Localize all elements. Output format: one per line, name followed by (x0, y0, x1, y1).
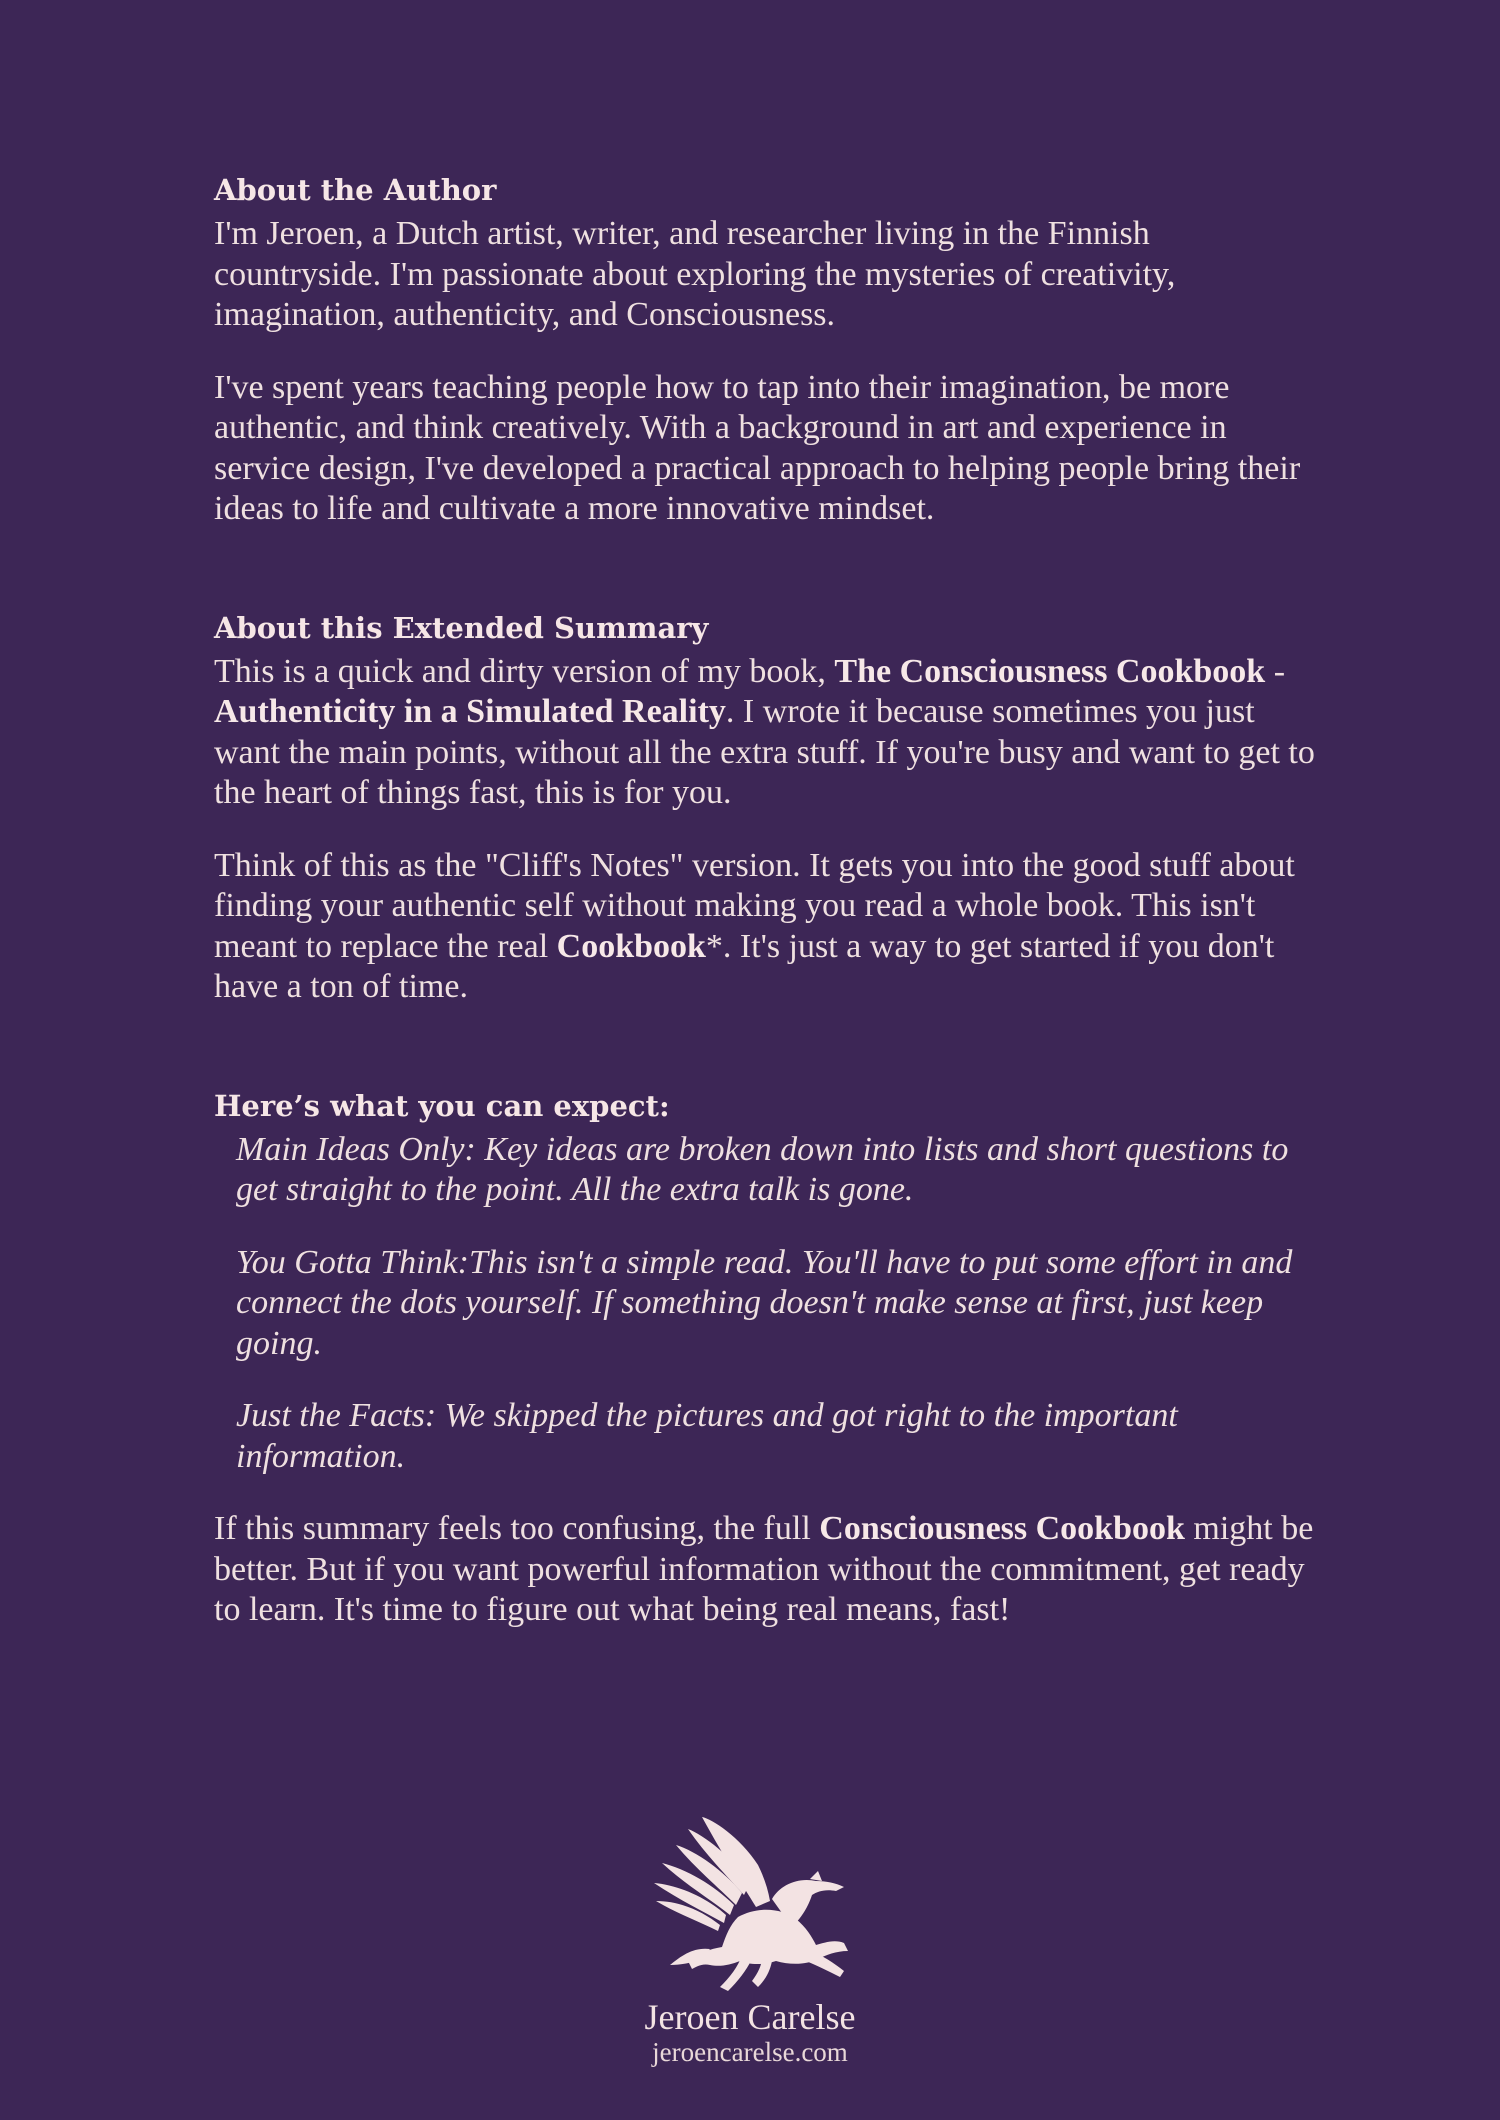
author-logo (600, 1815, 900, 2067)
expect-item-you-gotta-think: You Gotta Think:This isn't a simple read. You'll have to put some effort in and connect the dots yourself. If something doesn't make sense at first, just keep going. (236, 1243, 1293, 1362)
expect-item-just-the-facts: Just the Facts: We skipped the pictures and got right to the important information. (236, 1397, 1178, 1475)
about-summary-section (214, 608, 1324, 1008)
about-author-section (214, 170, 1324, 530)
book-title: The Consciousness Cookbook (834, 652, 1266, 690)
section-spacer (214, 562, 1324, 608)
about-author-heading: About the Author (214, 173, 497, 207)
closing-text: If this summary feels too confusing, the full (214, 1510, 820, 1547)
about-summary-heading: About this Extended Summary (214, 610, 709, 645)
section-spacer (214, 1040, 1324, 1086)
about-summary-paragraph-1 (214, 652, 1324, 814)
expect-heading: Here’s what you can expect: (214, 1088, 670, 1123)
summary-text: This is a quick and dirty version of my book, (214, 652, 835, 690)
about-summary-paragraph-2 (214, 846, 1324, 1008)
summary-text: Think of this as the "Cliff's Notes" version. It gets you into the good stuff about finding your authentic self without making you read a whole book. This isn't meant to replace the real (214, 846, 1295, 965)
about-author-paragraph-1: I'm Jeroen, a Dutch artist, writer, and researcher living in the Finnish countryside. I'm passionate about exploring the mysteries of creativity, imagination, authenticity, and Consciousness. (214, 215, 1176, 333)
expect-item-main-ideas: Main Ideas Only: Key ideas are broken down into lists and short questions to get straight to the point. All the extra talk is gone. (236, 1130, 1289, 1208)
logo-url: jeroencarelse.com (652, 2037, 848, 2067)
document-body (214, 170, 1324, 1663)
cookbook-bold: Cookbook (556, 927, 706, 965)
book-subtitle: Authenticity in a Simulated Reality (214, 693, 726, 730)
winged-horse-icon (640, 1815, 860, 1995)
expect-section (214, 1086, 1324, 1631)
closing-text: might be better. But if you want powerful information without the commitment, get ready to learn. It's time to figure out what being real means, fast! (214, 1510, 1314, 1628)
summary-text: . I wrote it because sometimes you just want the main points, without all the extra stuff. If you're busy and want to get to the heart of things fast, this is for you. (214, 693, 1315, 811)
cookbook-title-bold: Consciousness Cookbook (819, 1510, 1185, 1547)
summary-text: - (1265, 652, 1286, 690)
summary-text: *. It's just a way to get started if you don't have a ton of time. (214, 927, 1275, 1005)
logo-name: Jeroen Carelse (644, 1997, 856, 2037)
expect-closing-paragraph (214, 1509, 1324, 1631)
about-author-paragraph-2: I've spent years teaching people how to tap into their imagination, be more authentic, and think creatively. With a background in art and experience in service design, I've developed a practical approach to helping people bring their ideas to life and cultivate a more innovative mindset. (214, 368, 1301, 527)
